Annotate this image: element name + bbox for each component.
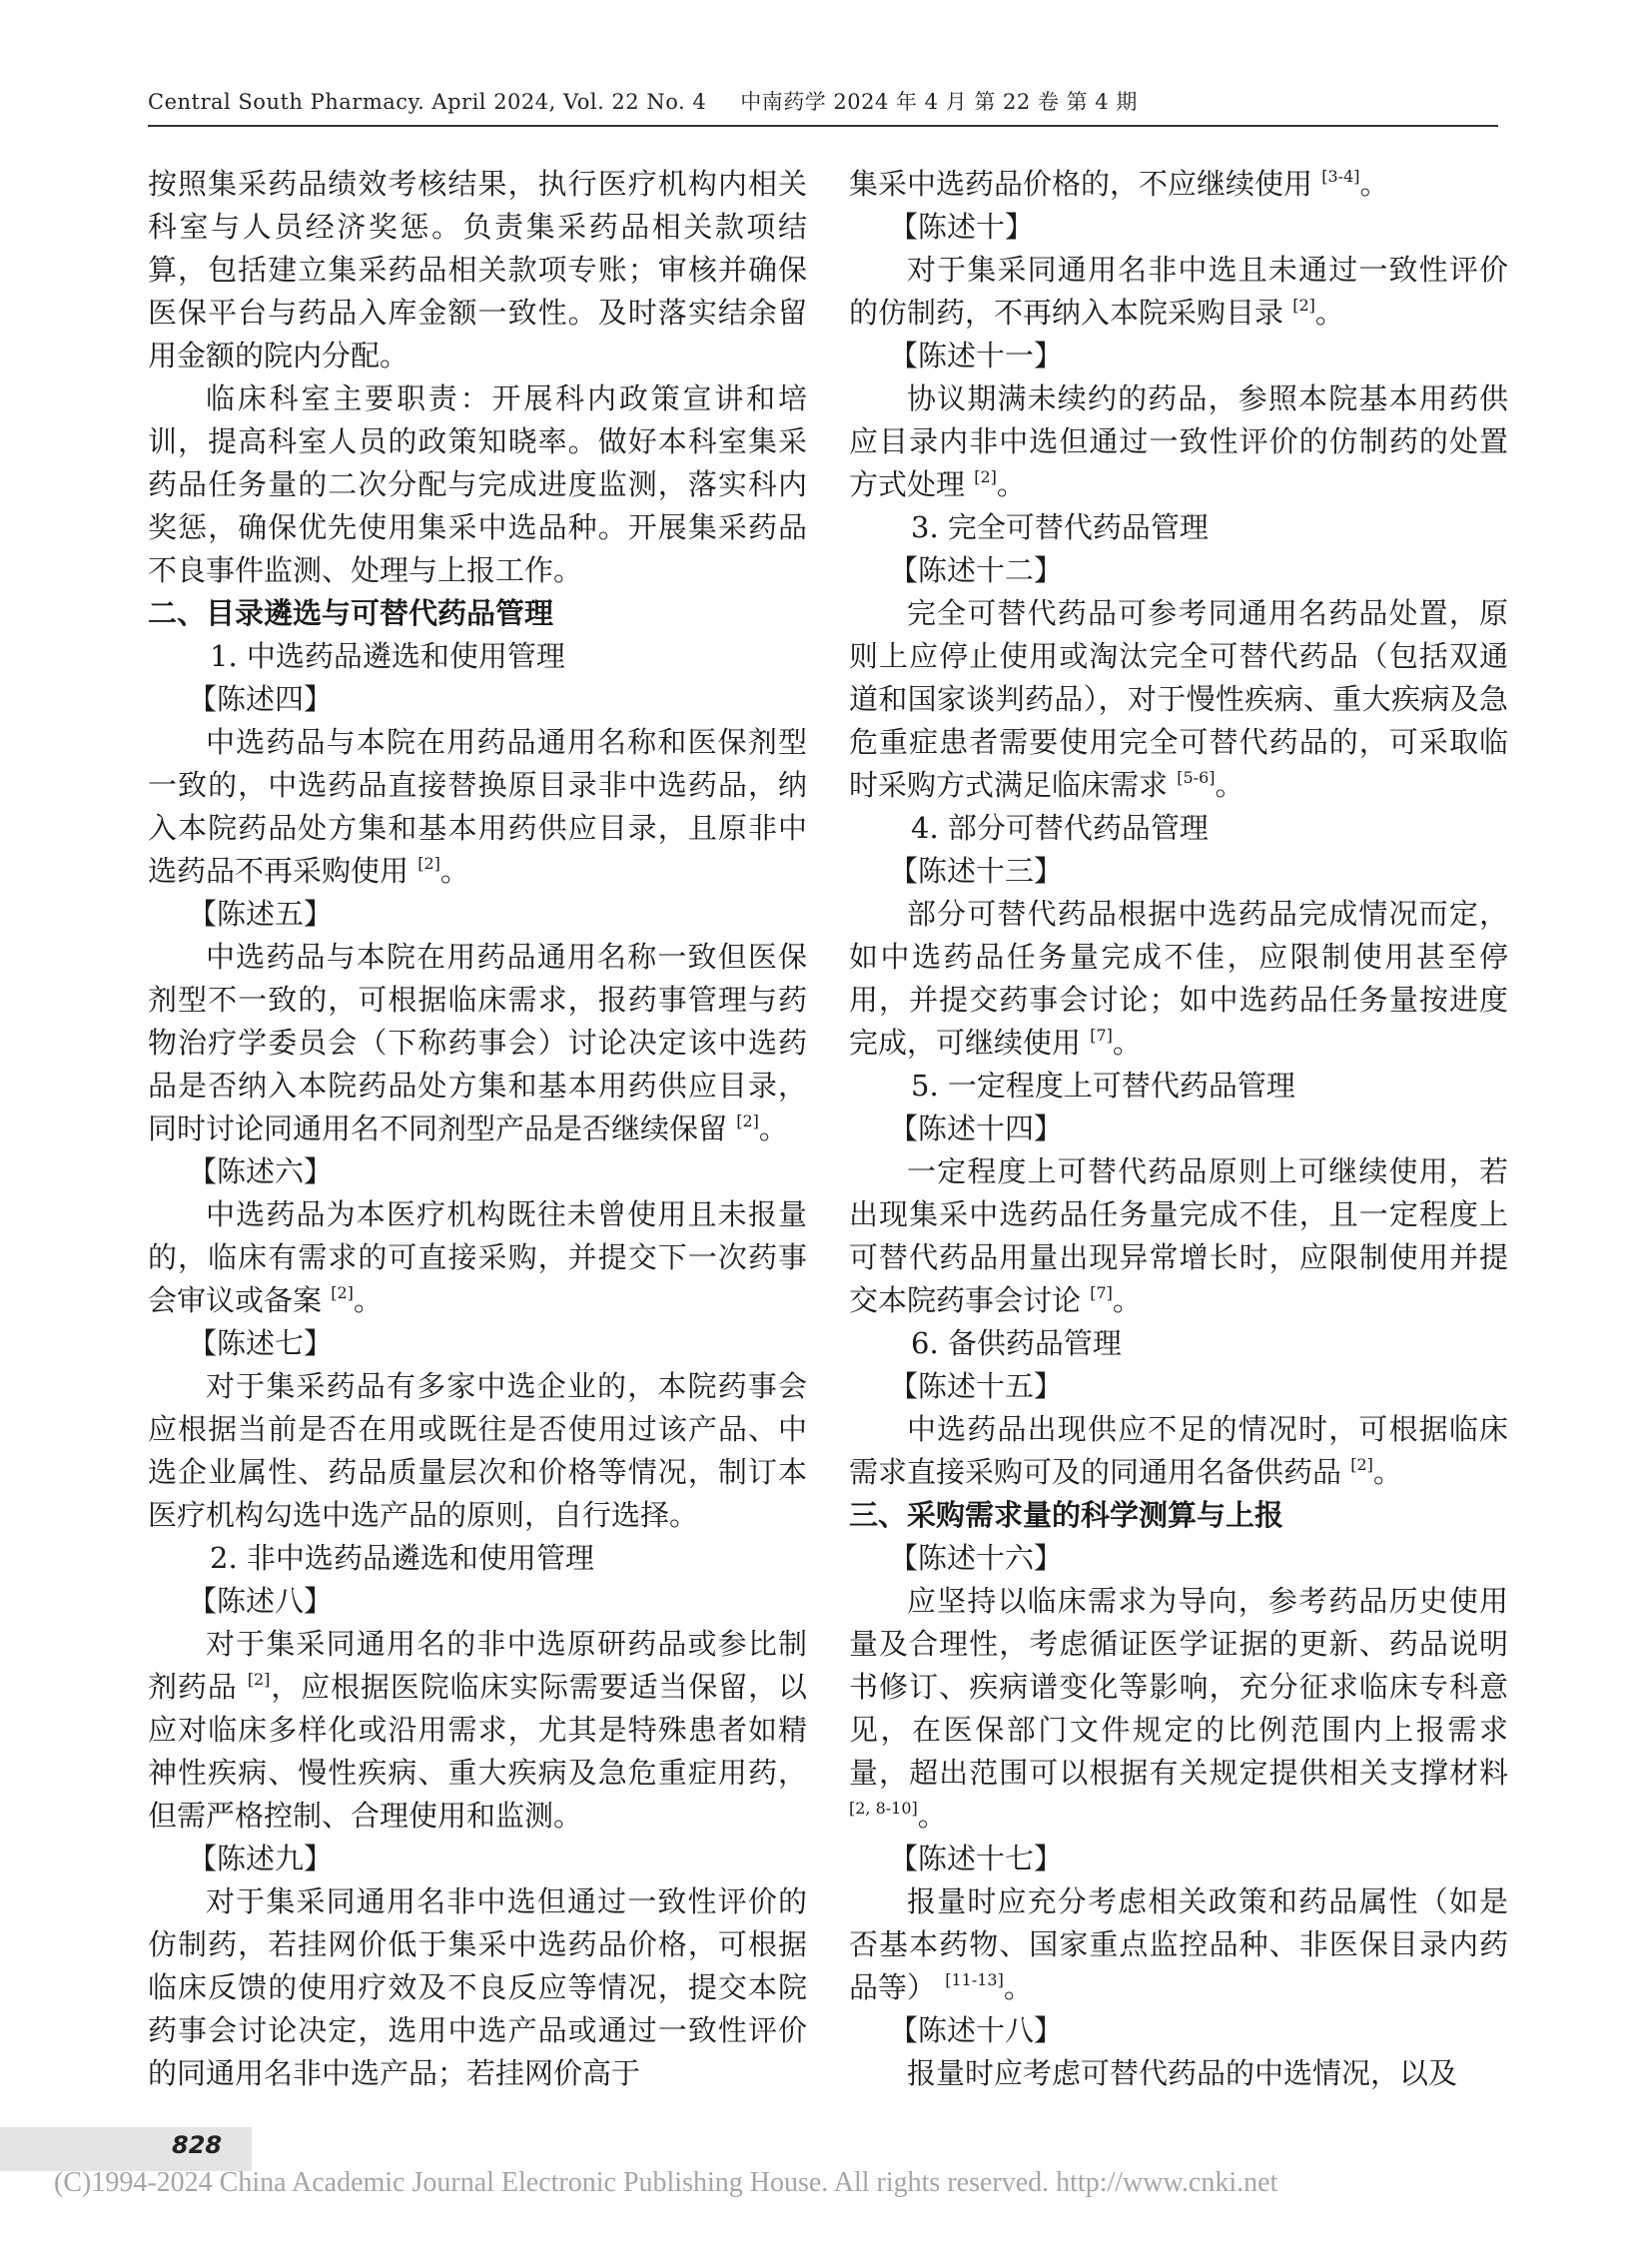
left-column (148, 163, 807, 2095)
statement-label: 【陈述九】 (188, 1842, 334, 1875)
statement-text: 一定程度上可替代药品原则上可继续使用，若出现集采中选药品任务量完成不佳，且一定程度上可替代药品用量出现异常增长时，应限制使用并提交本院药事会讨论 [7]。 (849, 1154, 1508, 1317)
journal-name-cn: 中南药学 2024 年 4 月 第 22 卷 第 4 期 (740, 90, 1138, 114)
citation: [2] (417, 854, 440, 873)
subsection-heading: 1. 中选药品遴选和使用管理 (210, 639, 565, 673)
statement-text: 完全可替代药品可参考同通用名药品处置，原则上应停止使用或淘汰完全可替代药品（包括双通道和国家谈判药品），对于慢性疾病、重大疾病及急危重症患者需要使用完全可替代药品的，可采取临时采购方式满足临床需求 [5-6]。 (849, 596, 1508, 802)
citation: [7] (1090, 1026, 1113, 1045)
citation: [2] (736, 1112, 759, 1130)
statement-label: 【陈述十七】 (889, 1842, 1064, 1875)
statement-label: 【陈述十五】 (889, 1369, 1064, 1403)
subsection-heading: 3. 完全可替代药品管理 (911, 510, 1209, 544)
statement-label: 【陈述十八】 (889, 2013, 1064, 2047)
running-header (148, 86, 1498, 116)
statement-label: 【陈述十四】 (889, 1112, 1064, 1145)
paragraph: 集采中选药品价格的，不应继续使用 [3-4]。 (849, 167, 1389, 201)
copyright-notice: (C)1994-2024 China Academic Journal Electronic Publishing House. All rights reserved. http://www.cnki.net (54, 2167, 1278, 2198)
page-number: 828 (172, 2131, 223, 2159)
paragraph: 按照集采药品绩效考核结果，执行医疗机构内相关科室与人员经济奖惩。负责集采药品相关款项结算，包括建立集采药品相关款项专账；审核并确保医保平台与药品入库金额一致性。及时落实结余留用金额的院内分配。 (148, 167, 807, 373)
statement-label: 【陈述八】 (188, 1584, 334, 1618)
citation: [2] (974, 467, 997, 486)
statement-label: 【陈述十三】 (889, 854, 1064, 888)
section-heading: 二、目录遴选与可替代药品管理 (148, 596, 554, 630)
statement-text: 对于集采同通用名非中选但通过一致性评价的仿制药，若挂网价低于集采中选药品价格，可根据临床反馈的使用疗效及不良反应等情况，提交本院药事会讨论决定，选用中选产品或通过一致性评价的同通用名非中选产品；若挂网价高于 (148, 1884, 807, 2090)
citation: [2] (247, 1670, 271, 1689)
statement-text: 应坚持以临床需求为导向，参考药品历史使用量及合理性，考虑循证医学证据的更新、药品说明书修订、疾病谱变化等影响，充分征求临床专科意见，在医保部门文件规定的比例范围内上报需求量，超出范围可以根据有关规定提供相关支撑材料 [2, 8-10]。 (849, 1584, 1508, 1833)
statement-text: 中选药品与本院在用药品通用名称一致但医保剂型不一致的，可根据临床需求，报药事管理与药物治疗学委员会（下称药事会）讨论决定该中选药品是否纳入本院药品处方集和基本用药供应目录，同时讨论同通用名不同剂型产品是否继续保留 [2]。 (148, 940, 807, 1145)
statement-text: 中选药品出现供应不足的情况时，可根据临床需求直接采购可及的同通用名备供药品 [2]。 (849, 1412, 1508, 1489)
statement-text: 对于集采同通用名非中选且未通过一致性评价的仿制药，不再纳入本院采购目录 [2]。 (849, 253, 1508, 330)
statement-label: 【陈述十六】 (889, 1541, 1064, 1575)
statement-text: 报量时应充分考虑相关政策和药品属性（如是否基本药物、国家重点监控品种、非医保目录内药品等） [11-13]。 (849, 1884, 1508, 2004)
statement-text: 部分可替代药品根据中选药品完成情况而定，如中选药品任务量完成不佳，应限制使用甚至停用，并提交药事会讨论；如中选药品任务量按进度完成，可继续使用 [7]。 (849, 897, 1508, 1060)
statement-text: 中选药品与本院在用药品通用名称和医保剂型一致的，中选药品直接替换原目录非中选药品，纳入本院药品处方集和基本用药供应目录，且原非中选药品不再采购使用 [2]。 (148, 725, 807, 888)
citation: [2] (1350, 1455, 1373, 1474)
subsection-heading: 2. 非中选药品遴选和使用管理 (210, 1541, 594, 1575)
statement-text: 协议期满未续约的药品，参照本院基本用药供应目录内非中选但通过一致性评价的仿制药的处置方式处理 [2]。 (849, 381, 1508, 501)
statement-label: 【陈述十一】 (889, 339, 1064, 373)
section-heading: 三、采购需求量的科学测算与上报 (849, 1498, 1284, 1532)
journal-name-en: Central South Pharmacy. April 2024, Vol. 22 No. 4 (148, 90, 707, 114)
subsection-heading: 4. 部分可替代药品管理 (911, 811, 1209, 845)
citation: [2] (1292, 296, 1315, 315)
statement-label: 【陈述十二】 (889, 553, 1064, 587)
statement-text: 中选药品为本医疗机构既往未曾使用且未报量的，临床有需求的可直接采购，并提交下一次药事会审议或备案 [2]。 (148, 1197, 807, 1317)
header-rule (148, 125, 1498, 127)
statement-text: 报量时应考虑可替代药品的中选情况，以及 (907, 2056, 1458, 2090)
statement-label: 【陈述十】 (889, 210, 1035, 244)
citation: [5-6] (1177, 768, 1216, 787)
statement-label: 【陈述六】 (188, 1154, 334, 1188)
statement-text: 对于集采同通用名的非中选原研药品或参比制剂药品 [2]，应根据医院临床实际需要适当保留，以应对临床多样化或沿用需求，尤其是特殊患者如精神性疾病、慢性疾病、重大疾病及急危重症用药，但需严格控制、合理使用和监测。 (148, 1627, 807, 1833)
right-column (849, 163, 1508, 2095)
statement-label: 【陈述五】 (188, 897, 334, 931)
citation: [3-4] (1321, 167, 1360, 186)
citation: [7] (1090, 1283, 1113, 1302)
paragraph: 临床科室主要职责：开展科内政策宣讲和培训，提高科室人员的政策知晓率。做好本科室集采药品任务量的二次分配与完成进度监测，落实科内奖惩，确保优先使用集采中选品种。开展集采药品不良事件监测、处理与上报工作。 (148, 381, 807, 587)
subsection-heading: 6. 备供药品管理 (911, 1326, 1122, 1360)
citation: [2, 8-10] (849, 1799, 918, 1818)
citation: [11-13] (945, 1970, 1004, 1989)
subsection-heading: 5. 一定程度上可替代药品管理 (911, 1069, 1295, 1103)
statement-label: 【陈述七】 (188, 1326, 334, 1360)
statement-label: 【陈述四】 (188, 682, 334, 716)
citation: [2] (331, 1283, 354, 1302)
statement-text: 对于集采药品有多家中选企业的，本院药事会应根据当前是否在用或既往是否使用过该产品、中选企业属性、药品质量层次和价格等情况，制订本医疗机构勾选中选产品的原则，自行选择。 (148, 1369, 807, 1532)
